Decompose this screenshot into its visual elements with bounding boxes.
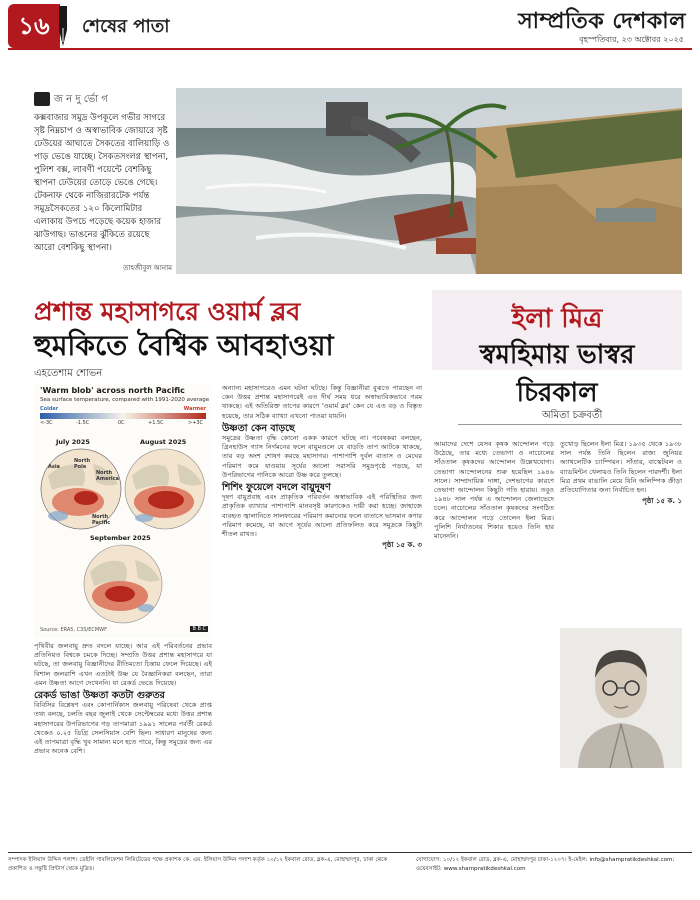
masthead: সাম্প্রতিক দেশকাল xyxy=(518,8,686,34)
scale-tick: 0C xyxy=(118,420,125,426)
label-north-pole: North Pole xyxy=(74,458,91,470)
panel-label-august: August 2025 xyxy=(140,438,187,446)
article-paragraph: বিবিসির বিশ্লেষণ এবং কোপার্নিকাস জলবায়ু পরিষেবা থেকে প্রাপ্ত তথ্য বলছে, চলতি বছর জুলাই থেকে সেপ্টেম্বরের মধ্যে উত্তর প্রশান্ত মহাসাগরের উপরিভাগের গড় তাপমাত্রা ১৯৯১ সালের পর্বর্তী রেকর্ড থেকেও ০.২৫ ডিগ্রি সেলসিয়াস বেশি ছিল। সাধারণ মানুষের জন্য এই তাপমাত্রা বৃদ্ধি খুব সামান্য মনে হতে পারে, কিন্তু সমুদ্রের জন্য এর প্রভাব অনেক বেশি। xyxy=(34,701,212,756)
pen-nib-icon xyxy=(56,6,70,46)
dateline: বৃহস্পতিবার, ২৩ অক্টোবর ২০২৫ xyxy=(579,35,684,44)
feature-name: ইলা মিত্র xyxy=(511,304,603,334)
feature-author: অমিতা চক্রবর্তী xyxy=(542,410,603,421)
label-north-america: North America xyxy=(96,470,119,482)
page-header xyxy=(0,0,700,62)
globe-august xyxy=(122,446,208,532)
page-number-text: ১৬ xyxy=(18,12,50,40)
page-number xyxy=(8,4,60,48)
headline-line2: হুমকিতে বৈশ্বিক আবহাওয়া xyxy=(34,329,334,362)
feature-caption: কক্সবাজার সমুদ্র উপকূলে গভীর সাগরে সৃষ্ট নিম্নচাপ ও অস্বাভাবিক জোয়ারে সৃষ্ট ঢেউয়ের আঘাতে সৈকতের বালিয়াড়ি ও পাড় ভেঙে যাচ্ছে। সৈকতসংলগ্ন স্থাপনা, পুলিশ বক্স, লাবণী পয়েন্টে বেশকিছু স্থাপনা ঢেউয়ের তোড়ে ভেঙে গেছে। টেকনাফ থেকে নাজিরারটেক পর্যন্ত সমুদ্রসৈকতের ১২০ কিলোমিটার এলাকায় উপচে পড়েছে কয়েক হাজার ঝাউগাছ। ভাঙনের ঝুঁকিতে রয়েছে আরো বেশকিছু স্থাপনা। xyxy=(34,113,170,253)
header-rule xyxy=(8,48,692,50)
footer-imprint: সম্পাদক ইলিয়াস উদ্দিন পলাশ। ডেইলি পাবলিকেশন লিমিটেডের পক্ষে প্রকাশক কে. এম. ইলিয়াস উদ্দিন পলাশ কর্তৃক ১০/১২ ইকবাল রোড, ব্লক-এ, মোহাম্মদপুর, ঢাকা থেকে প্রকাশিত ও সন্তুষ্টি প্রিন্টার্স থেকে মুদ্রিত। xyxy=(8,857,388,872)
article-paragraph: পৃথিবীর জলবায়ু দ্রুত বদলে যাচ্ছে। আর এই পরিবর্তনের প্রভাব প্রতিনিয়ত বিশ্বকে চমকে দিচ্ছে। সম্প্রতি উত্তর প্রশান্ত মহাসাগরে যা ঘটছে, তা জলবায়ু বিজ্ঞানীদের রীতিমতো চিন্তায় ফেলে দিয়েছে। এই বিশাল জলরাশি এখন এতটাই উষ্ণ যে বৈজ্ঞানিকরা বলছেন, তারা এমন উষ্ণতা আগে দেখেননি। যা রেকর্ড ভেঙে দিয়েছে। xyxy=(34,642,212,687)
article-column-a xyxy=(34,642,212,756)
feature-column-1: আমাদের দেশে যেসব কৃষক আন্দোলন গড়ে উঠেছে, তার মধ্যে তেভাগা ও নাচোলের সাঁওতাল কৃষকদের আন্দোলন উল্লেখযোগ্য। তেভাগা আন্দোলনের শুরু হয়েছিল ১৯৪৬ সালে। সাম্প্রদায়িক দাঙ্গা, দেশভাগের কারণে তেভাগা আন্দোলন কিছুটা গতি হারায়। তবুও ১৯৪৮ সাল পর্যন্ত এ আন্দোলন জেলাভেদে চলে। নাচোলের সাঁওতাল কৃষকদের সংগঠিত করে আন্দোলন গড়ে তোলেন ইলা মিত্র। পুলিশি নির্যাতনের শিকার হয়েও তিনি হার মানেননি। xyxy=(434,440,554,541)
scale-tick: <-3C xyxy=(40,420,53,426)
label-north-pacific: North Pacific xyxy=(92,514,111,526)
article-subhead: শিশিং ফুয়েলে বদলে বায়ুদূষণ xyxy=(222,482,331,494)
article-subhead: উষ্ণতা কেন বাড়ছে xyxy=(222,422,295,434)
feature-column-2 xyxy=(560,440,682,506)
article-subhead: রেকর্ড ভাঙা উষ্ণতা কতটা গুরুতর xyxy=(34,690,165,702)
scale-tick: >+3C xyxy=(188,420,204,426)
globe-september xyxy=(80,542,166,626)
sst-map-graphic xyxy=(34,384,212,638)
footer-contact: যোগাযোগ: ১০/১২ ইকবাল রোড, ব্লক-এ, মোহাম্মদপুর ঢাকা-১২০৭। ই-মেইল: info@shampratikdeshkal.com; ওয়েবসাইট: www.shampratikdeshkal.com xyxy=(416,857,675,872)
beach-erosion-photo xyxy=(176,88,682,274)
feature-paragraph: তুখোড় ছিলেন ইলা মিত্র। ১৯৩৫ থেকে ১৯৩৮ সাল পর্যন্ত তিনি ছিলেন রাজ্য জুনিয়র অ্যাথলেটিক চ্যাম্পিয়ন। সাঁতার, বাস্কেটবল ও ব্যাডমিন্টন খেলায়ও তিনি ছিলেন পারদর্শী। ইলা মিত্র প্রথম বাঙালি মেয়ে যিনি অলিম্পিক ক্রীড়া প্রতিযোগিতার জন্য নির্বাচিত হন। xyxy=(560,440,682,495)
label-asia: Asia xyxy=(48,464,60,470)
headline-line1: প্রশান্ত মহাসাগরে ওয়ার্ম ব্লব xyxy=(34,297,301,326)
map-subtitle: Sea surface temperature, compared with 1991-2020 average xyxy=(40,397,210,403)
scale-colder: Colder xyxy=(40,406,59,412)
photo-credit: তাহজীবুল আনাম xyxy=(123,264,172,272)
panel-label-september: September 2025 xyxy=(90,534,151,542)
continued-marker: পৃষ্ঠা ১৫ ক. ৩ xyxy=(382,541,422,550)
color-scale-bar xyxy=(40,413,206,419)
map-source: Source: ERA5, C3S/ECMWF xyxy=(40,627,107,633)
continued-marker: পৃষ্ঠা ১৫ ক. ১ xyxy=(642,497,682,506)
scale-tick: +1.5C xyxy=(148,420,164,426)
camera-icon xyxy=(34,92,50,106)
panel-label-july: July 2025 xyxy=(56,438,90,446)
byline: এহতেশাম শোভন xyxy=(34,368,103,379)
feature-title-line3: চিরকাল xyxy=(516,378,598,408)
article-paragraph: দূষণ বায়ুপ্রবাহ এবং প্রাকৃতিক পরিবর্তন অস্বাভাবিক এই পরিস্থিতির জন্য প্রাকৃতিক ব্যাখ্যার পাশাপাশি মানবসৃষ্ট কারণকেও দায়ী করা হচ্ছে। জাহাজে ব্যবহৃত জ্বালানিতে সালফারের পরিমাণ কমানোর ফলে বাতাসে ভাসমান কণার পরিমাণ কমেছে, যা আগে সূর্যের আলো প্রতিফলিত করে সমুদ্রকে কিছুটা শীতল রাখত। xyxy=(222,493,422,539)
ila-mitra-portrait xyxy=(560,628,682,768)
article-paragraph: অন্যান্য মহাসাগরেও এমন ঘটনা ঘটছে। কিন্তু বিজ্ঞানীরা বুঝতে পারছেন না কেন উত্তর প্রশান্ত মহাসাগরেই এত দীর্ঘ সময় ধরে অস্বাভাবিকভাবে গরম থাকছে। এই অতিরিক্ত তাপের কারণে 'ওয়ার্ম ব্লব' কেন যে এত বড় ও বিস্তৃত হয়েছে, তার সঠিক ব্যাখ্যা এখনো পাওয়া যায়নি। xyxy=(222,384,422,420)
footer-rule xyxy=(8,852,692,853)
feature-label: জ ন দু র্ভো গ xyxy=(54,94,108,105)
feature-title-line2: স্বমহিমায় ভাস্বর xyxy=(479,340,635,370)
feature-rule xyxy=(458,424,682,425)
map-title: 'Warm blob' across north Pacific xyxy=(40,386,185,395)
section-title: শেষের পাতা xyxy=(82,16,170,37)
scale-tick: -1.5C xyxy=(76,420,90,426)
article-paragraph: সমুদ্রের উষ্ণতা বৃদ্ধি কোনো একক কারণে ঘটছে না। গবেষকরা বলছেন, গ্রিনহাউস গ্যাস নির্গমনের ফলে বায়ুমণ্ডলে যে বাড়তি তাপ আটকে থাকছে, তার বড় অংশ শোষণ করছে মহাসাগর। পাশাপাশি দুর্বল বাতাস ও মেঘের পরিমাণ কমে যাওয়ায় সূর্যের আলো সরাসরি সমুদ্রপৃষ্ঠে পড়ছে, যা উপরিভাগের পানিকে আরো উষ্ণ করে তুলছে। xyxy=(222,434,422,479)
article-column-b xyxy=(222,384,422,550)
bbc-logo: B B C xyxy=(192,626,206,632)
scale-warmer: Warmer xyxy=(183,406,206,412)
